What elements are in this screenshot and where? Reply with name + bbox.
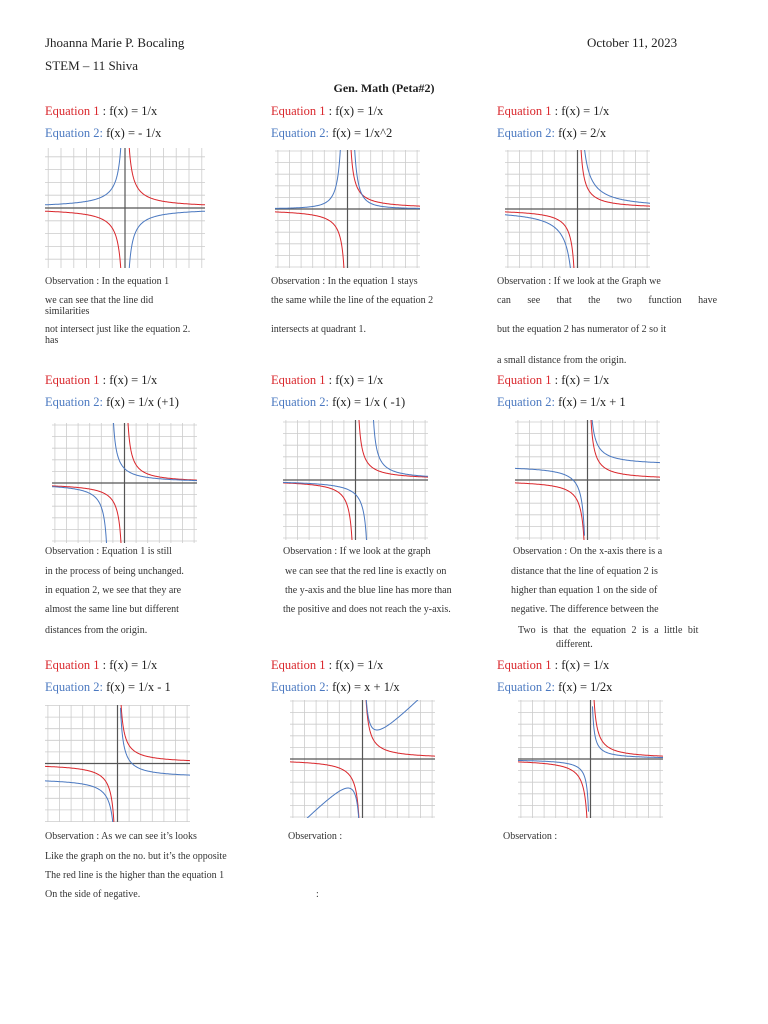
equation-1-formula: : f(x) = 1/x [99,104,158,118]
equation-1-label: Equation 1 [271,104,326,118]
observation-line: On the side of negative. [45,889,141,900]
document-title: Gen. Math (Peta#2) [333,81,435,95]
equation-1 [45,373,157,388]
observation-line: the positive and does not reach the y-axis. [283,604,451,615]
equation-2-label: Equation 2: [497,395,555,409]
equation-2-label: Equation 2: [497,680,555,694]
observation-line: The red line is the higher than the equation 1 [45,870,225,881]
observation-heading: Observation : If we look at the Graph we [497,276,661,287]
function-graph [45,148,205,268]
function-graph [515,420,660,540]
equation-2-label: Equation 2: [271,680,329,694]
function-graph [283,420,428,540]
observation-heading: Observation : Equation 1 is still [45,546,172,557]
observation-line: in the process of being unchanged. [45,566,184,577]
equation-1-label: Equation 1 [497,104,552,118]
equation-1-formula: : f(x) = 1/x [99,658,158,672]
equation-2 [45,126,161,141]
equation-2 [45,680,171,695]
equation-2-label: Equation 2: [271,126,329,140]
observation-line: has [45,335,59,346]
observation-heading: Observation : [288,831,343,842]
equation-2 [45,395,179,410]
equation-1-label: Equation 1 [271,658,326,672]
observation-heading: Observation : On the x-axis there is a [513,546,663,557]
equation-1-formula: : f(x) = 1/x [551,658,610,672]
equation-2-formula: f(x) = x + 1/x [328,680,400,694]
equation-1-label: Equation 1 [497,658,552,672]
observation-line: we can see that the line did [45,295,154,306]
observation-line: distances from the origin. [45,625,148,636]
observation-heading: Observation : [503,831,558,842]
observation-line: the same while the line of the equation 2 [271,295,434,306]
student-name: Jhoanna Marie P. Bocaling [45,35,185,50]
observation-line: can see that the two function have [497,295,718,306]
observation-line: a small distance from the origin. [497,355,627,366]
equation-2-label: Equation 2: [271,395,329,409]
observation-line: similarities [45,306,90,317]
equation-2 [497,126,606,141]
observation-line: we can see that the red line is exactly on [285,566,447,577]
equation-2-formula: f(x) = 1/x (+1) [102,395,179,409]
equation-2-formula: f(x) = 1/x ( -1) [328,395,406,409]
equation-1 [497,658,609,673]
equation-1-label: Equation 1 [45,373,100,387]
equation-2 [271,680,400,695]
equation-1-formula: : f(x) = 1/x [325,658,384,672]
equation-2 [271,395,405,410]
equation-2 [497,395,626,410]
observation-line: negative. The difference between the [511,604,659,615]
equation-1 [497,104,609,119]
observation-line: different. [556,639,593,650]
function-graph [275,150,420,268]
observation-line: Like the graph on the no. but it’s the opposite [45,851,227,862]
observation-line: the y-axis and the blue line has more than [285,585,452,596]
observation-line: higher than equation 1 on the side of [511,585,658,596]
observation-heading: Observation : As we can see it’s looks [45,831,197,842]
observation-line: but the equation 2 has numerator of 2 so it [497,324,667,335]
equation-2-label: Equation 2: [45,126,103,140]
equation-1-formula: : f(x) = 1/x [325,104,384,118]
equation-1 [45,104,157,119]
equation-1 [271,658,383,673]
observation-line: distance that the line of equation 2 is [511,566,658,577]
function-graph [505,150,650,268]
equation-2-formula: f(x) = 1/2x [554,680,613,694]
equation-2-formula: f(x) = 1/x - 1 [102,680,171,694]
observation-line: in equation 2, we see that they are [45,585,182,596]
equation-1-formula: : f(x) = 1/x [99,373,158,387]
equation-1-label: Equation 1 [45,658,100,672]
function-graph [518,700,663,818]
observation-line: : [316,889,319,900]
equation-2-label: Equation 2: [497,126,555,140]
function-graph [290,700,435,818]
function-graph [45,705,190,822]
observation-line: not intersect just like the equation 2. [45,324,191,335]
equation-1 [271,373,383,388]
date: October 11, 2023 [587,35,678,50]
equation-2-formula: f(x) = - 1/x [102,126,162,140]
equation-1 [45,658,157,673]
observation-line: Two is that the equation 2 is a little bit [518,625,699,636]
equation-1-formula: : f(x) = 1/x [551,104,610,118]
equation-2-formula: f(x) = 2/x [554,126,607,140]
equation-1 [497,373,609,388]
equation-1-formula: : f(x) = 1/x [325,373,384,387]
section: STEM – 11 Shiva [45,58,139,73]
equation-2 [497,680,612,695]
observation-heading: Observation : If we look at the graph [283,546,431,557]
equation-2-label: Equation 2: [45,395,103,409]
equation-1 [271,104,383,119]
equation-2-formula: f(x) = 1/x^2 [328,126,393,140]
equation-2-label: Equation 2: [45,680,103,694]
observation-heading: Observation : In the equation 1 [45,276,170,287]
equation-2-formula: f(x) = 1/x + 1 [554,395,626,409]
equation-1-label: Equation 1 [45,104,100,118]
function-graph [52,423,197,543]
observation-line: almost the same line but different [45,604,179,615]
observation-heading: Observation : In the equation 1 stays [271,276,418,287]
equation-1-label: Equation 1 [497,373,552,387]
equation-1-label: Equation 1 [271,373,326,387]
observation-line: intersects at quadrant 1. [271,324,366,335]
equation-2 [271,126,392,141]
equation-1-formula: : f(x) = 1/x [551,373,610,387]
